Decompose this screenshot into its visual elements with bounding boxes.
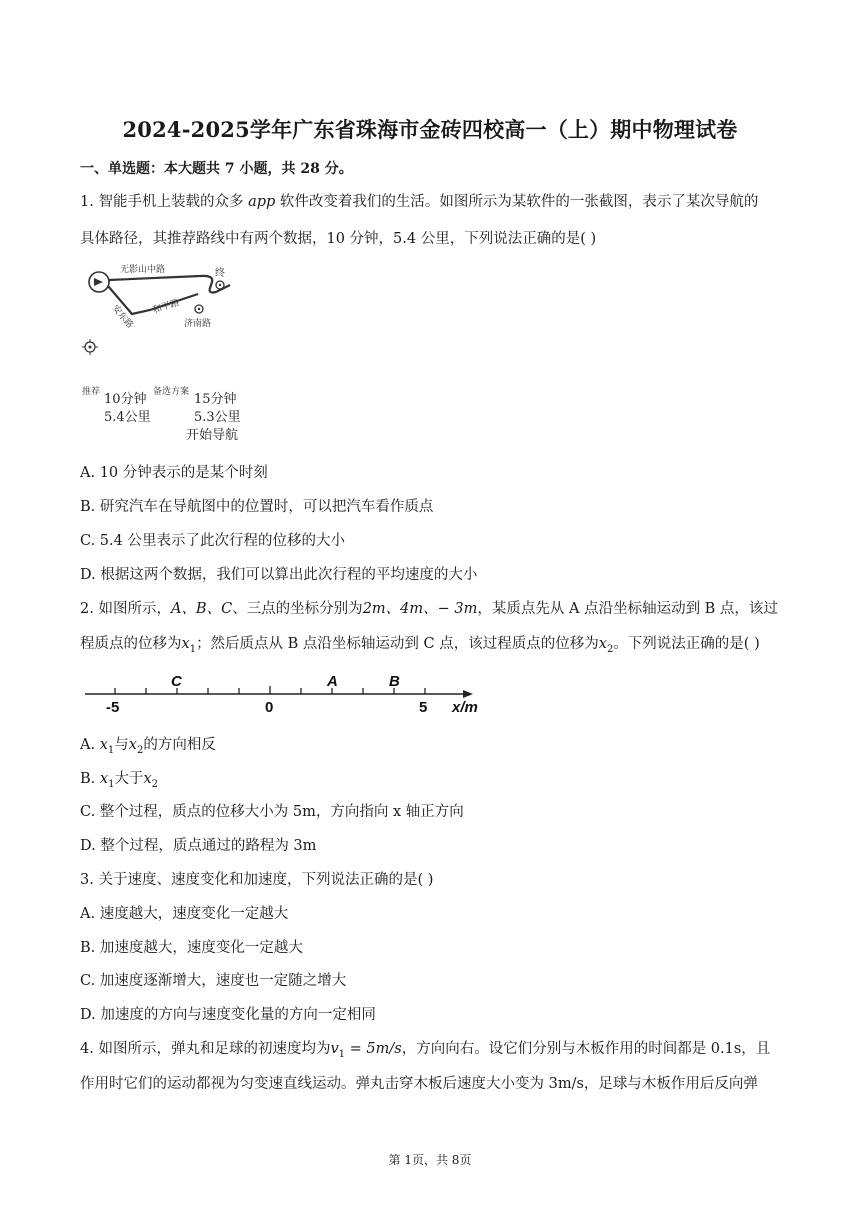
page-title: 2024-2025学年广东省珠海市金砖四校高一（上）期中物理试卷 xyxy=(122,117,738,142)
q1-option-d: D. 根据这两个数据，我们可以算出此次行程的平均速度的大小 xyxy=(80,567,478,583)
q1-stem-line2: 具体路径，其推荐路线中有两个数据，10 分钟，5.4 公里，下列说法正确的是( ) xyxy=(80,231,597,247)
arrow-icon xyxy=(94,278,103,286)
q4-stem-line2: 作用时它们的运动都视为匀变速直线运动。弹丸击穿木板后速度大小变为 3m/s，足球与木板作用后反向弹 xyxy=(80,1076,758,1092)
q2-option-d: D. 整个过程，质点通过的路程为 3m xyxy=(80,838,317,854)
road-label: 无影山中路 xyxy=(120,265,166,275)
nav-alt-distance: 5.3公里 xyxy=(194,410,241,425)
road-label: 济南路 xyxy=(184,319,212,329)
point-label: C xyxy=(171,673,182,690)
road-label: 安东路 xyxy=(109,303,135,331)
q3-option-d: D. 加速度的方向与速度变化量的方向一定相同 xyxy=(80,1007,376,1023)
q1-option-a: A. 10 分钟表示的是某个时刻 xyxy=(80,465,268,481)
tick-label: -5 xyxy=(106,699,120,716)
q1-option-b: B. 研究汽车在导航图中的位置时，可以把汽车看作质点 xyxy=(80,499,434,515)
tick-label: 0 xyxy=(265,699,274,716)
page-footer: 第 1页，共 8页 xyxy=(388,1153,472,1167)
tick-label: 5 xyxy=(419,699,428,716)
q2-option-a: A. $x_1$与$x_2$的方向相反 xyxy=(80,737,216,756)
axis-arrow-icon xyxy=(463,690,473,698)
section-heading: 一、单选题：本大题共 7 小题，共 28 分。 xyxy=(80,161,353,177)
route-top xyxy=(109,276,230,293)
q2-stem-line2: 程质点的位移为$x_1$；然后质点从 B 点沿坐标轴运动到 C 点，该过程质点的位移为$x_2$。下列说法正确的是( ) xyxy=(80,636,760,655)
q2-stem-line1: 2. 如图所示，A、B、C、三点的坐标分别为2m、4m、− 3m，某质点先从 A 点沿坐标轴运动到 B 点，该过 xyxy=(80,601,778,617)
nav-alt-time: 15分钟 xyxy=(194,392,237,407)
nav-recommend-time: 10分钟 xyxy=(104,392,147,407)
q1-stem-line1: 1. 智能手机上装载的众多 app 软件改变着我们的生活。如图所示为某软件的一张截图，表示了某次导航的 xyxy=(80,194,759,210)
q2-option-c: C. 整个过程，质点的位移大小为 5m，方向指向 x 轴正方向 xyxy=(80,804,464,820)
axis-unit-label: x/m xyxy=(452,699,478,716)
q2-option-b: B. $x_1$大于$x_2$ xyxy=(80,771,158,790)
nav-recommend-distance: 5.4公里 xyxy=(104,410,151,425)
nav-start-button: 开始导航 xyxy=(186,428,239,443)
point-label: B xyxy=(389,673,400,690)
axis-ticks xyxy=(115,686,425,694)
road-label: 和平路 xyxy=(151,297,181,316)
q1-option-c: C. 5.4 公里表示了此次行程的位移的大小 xyxy=(80,533,345,549)
point-label: A xyxy=(327,673,338,690)
q4-stem-line1: 4. 如图所示，弹丸和足球的初速度均为$v_1 = 5m/s$，方向向右。设它们分别与木板作用的时间都是 0.1s，且 xyxy=(80,1041,771,1060)
q3-option-b: B. 加速度越大，速度变化一定越大 xyxy=(80,940,303,956)
nav-recommend-label: 推荐 xyxy=(82,387,101,397)
q3-option-a: A. 速度越大，速度变化一定越大 xyxy=(80,906,289,922)
q2-axis-figure xyxy=(80,664,500,720)
end-label: 终 xyxy=(215,268,225,279)
nav-alt-label: 备选方案 xyxy=(153,387,190,397)
q3-option-c: C. 加速度逐渐增大，速度也一定随之增大 xyxy=(80,973,347,989)
q3-stem: 3. 关于速度、速度变化和加速度，下列说法正确的是( ) xyxy=(80,872,434,888)
